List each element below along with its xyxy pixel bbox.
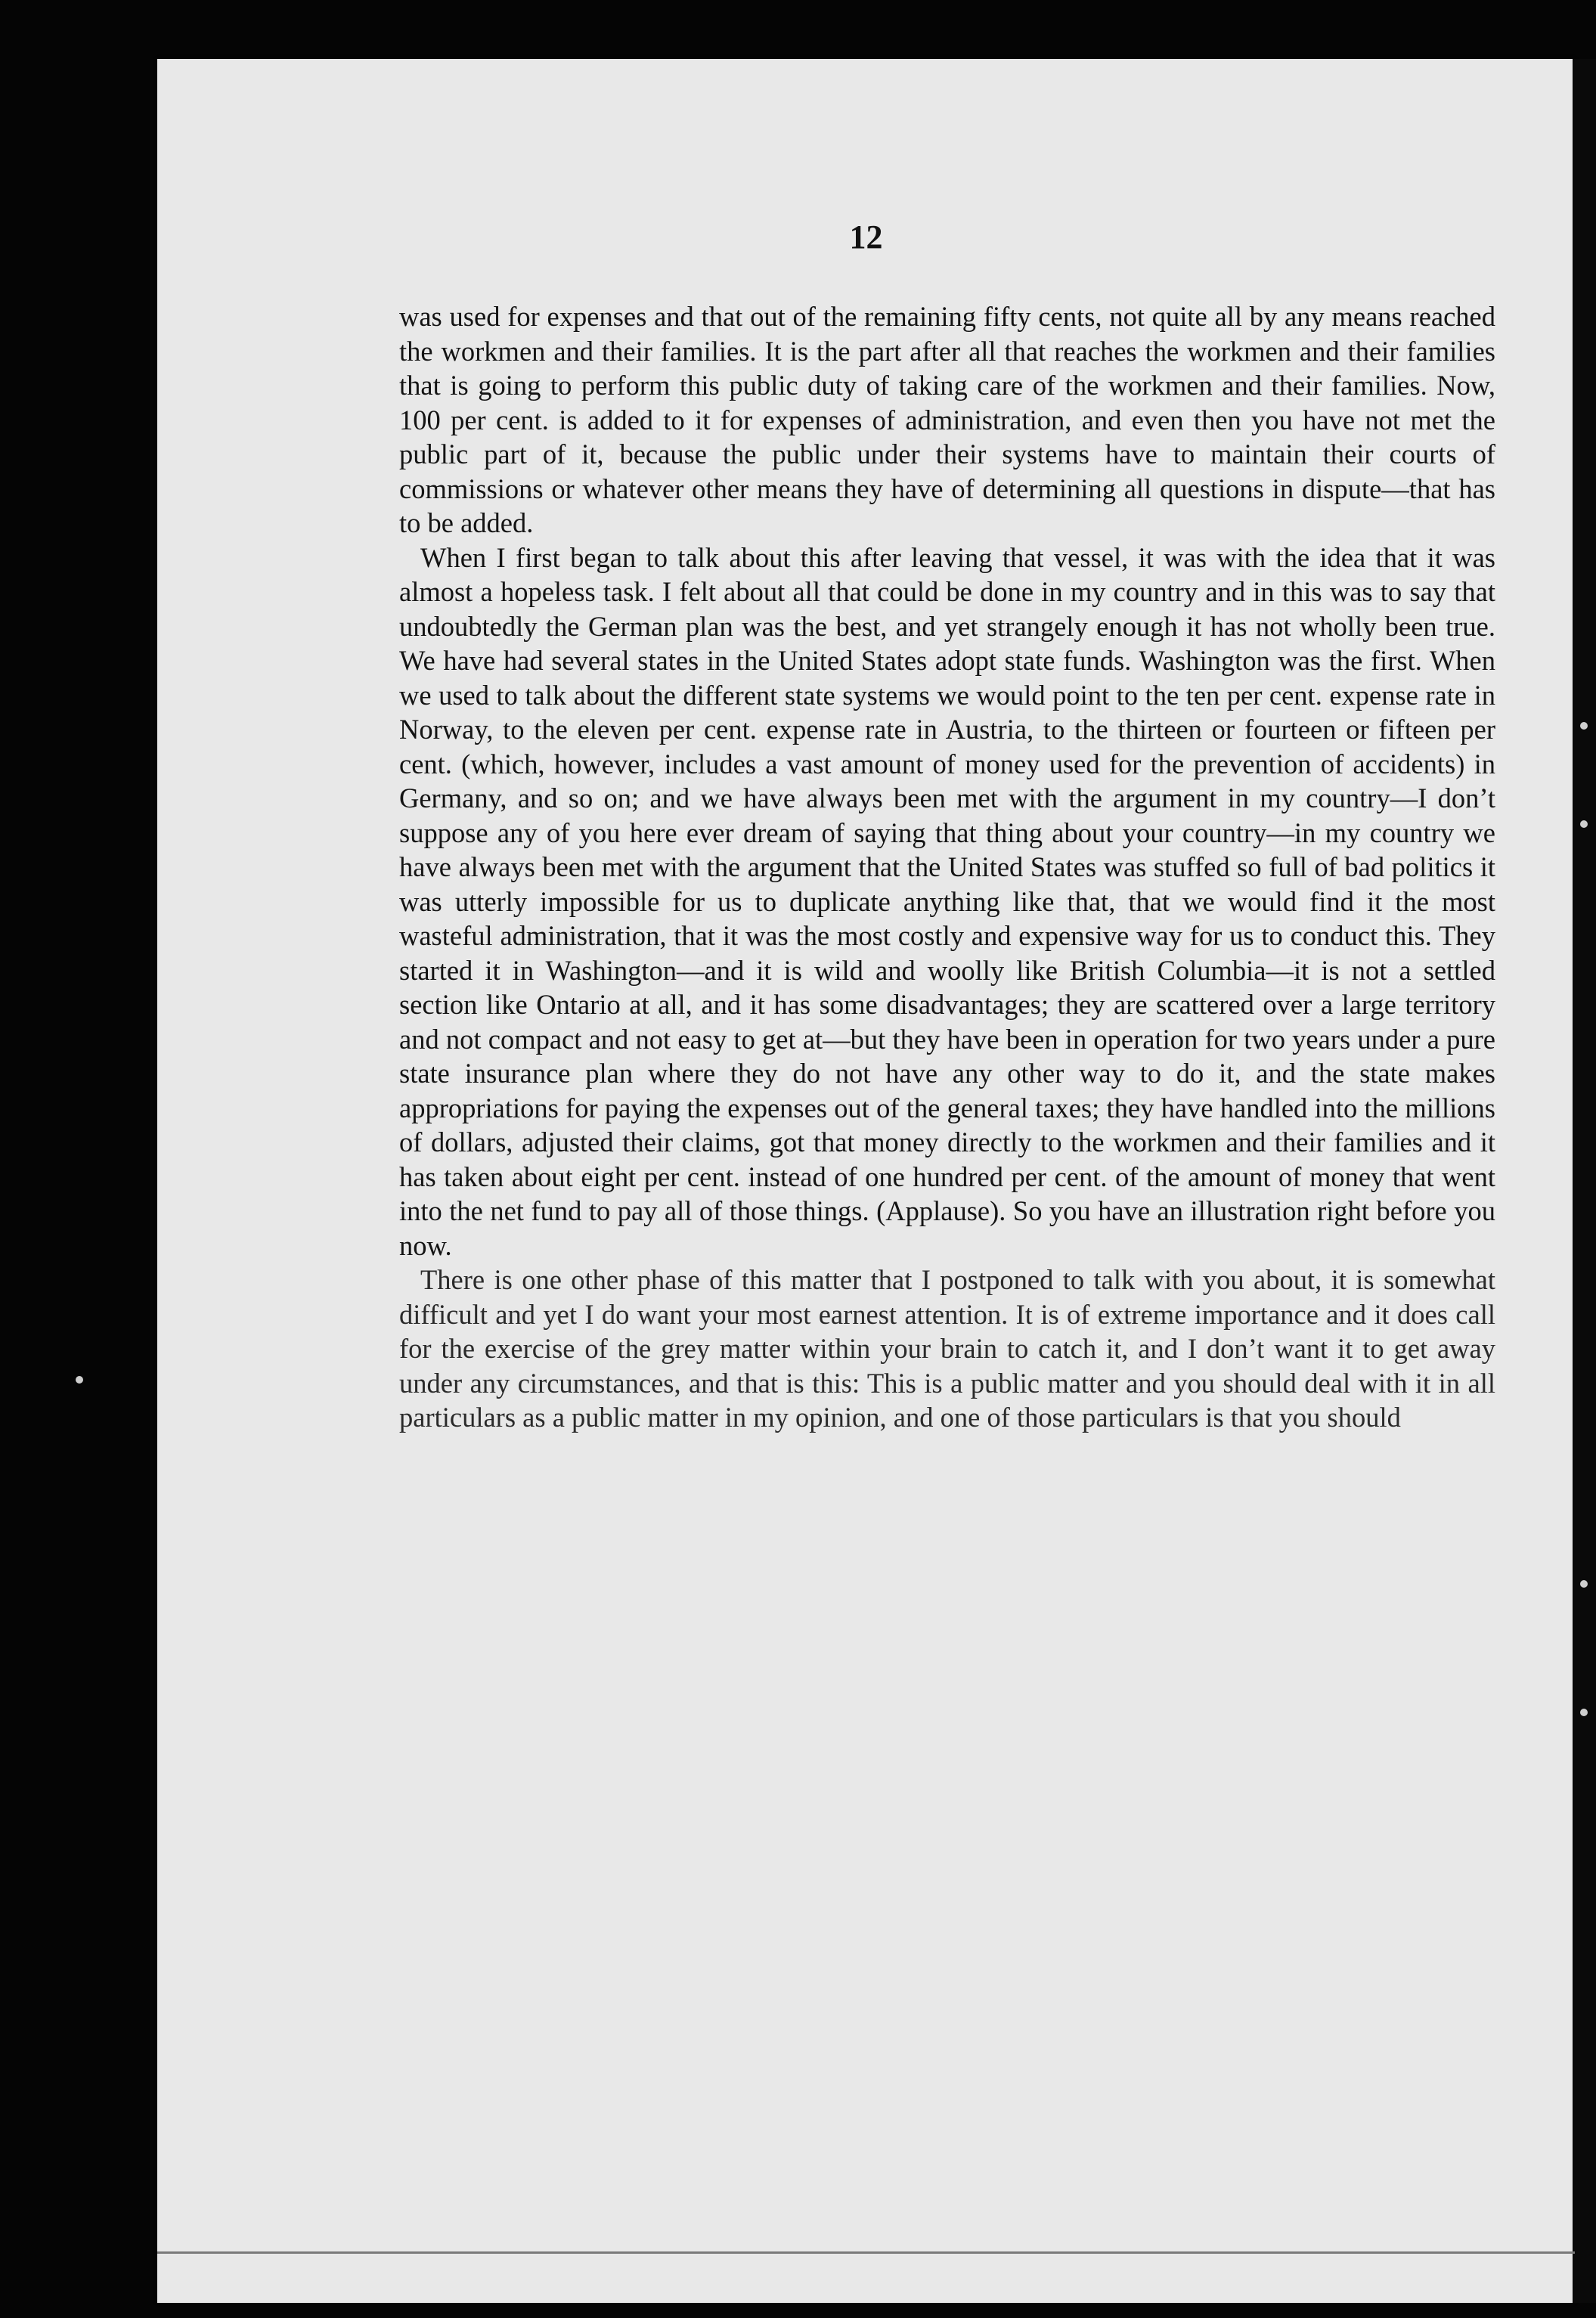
page-edge-shadow (1573, 59, 1596, 2303)
page-bottom-edge (157, 2251, 1575, 2254)
margin-speck (1580, 722, 1588, 730)
paragraph-washington: When I first began to talk about this after leaving that vessel, it was with the idea that it was almost a hopeless task. I felt about all that could be done in my country and in this was to say that undoubtedly the German plan was the best, and yet strangely enough it has not wholly been true. We have had several states in the United States adopt state funds. Washington was the first. When we used to talk about the different state systems we would point to the ten per cent. expense rate in Norway, to the eleven per cent. expense rate in Austria, to the thirteen or fourteen or fifteen per cent. (which, however, includes a vast amount of money used for the prevention of accidents) in Germany, and so on; and we have always been met with the argument in my country—I don’t suppose any of you here ever dream of saying that thing about your country—in my country we have always been met with the argument that the United States was stuffed so full of bad politics it was utterly impossible for us to duplicate anything like that, that we would find it the most wasteful administration, that it was the most costly and expensive way for us to conduct this. They started it in Washington—and it is wild and woolly like British Columbia—it is not a settled section like Ontario at all, and it has some disadvantages; they are scattered over a large territory and not compact and not easy to get at—but they have been in operation for two years under a pure state insurance plan where they do not have any other way to do it, and the state makes appropriations for paying the expenses out of the general taxes; they have handled into the millions of dollars, adjusted their claims, got that money directly to the workmen and their families and it has taken about eight per cent. instead of one hundred per cent. of the amount of money that went into the net fund to pay all of those things. (Applause). So you have an illustration right before you now. (399, 541, 1495, 1261)
paragraph-continued: was used for expenses and that out of the remaining fifty cents, not quite all by any means reached the workmen and their families. It is the part after all that reaches the workmen and their families that is going to perform this public duty of taking care of the workmen and their families. Now, 100 per cent. is added to it for expenses of administration, and even then you have not met the public part of it, because the public under their systems have to maintain their courts of commissions or whatever other means they have of determining all questions in dispute—that has to be added. (399, 301, 1495, 538)
margin-speck (1580, 820, 1588, 828)
paper-page (157, 59, 1575, 2303)
paragraph-public-matter: There is one other phase of this matter that I postponed to talk with you about, it is somewhat difficult and yet I do want your most earnest attention. It is of extreme importance and it does call for the exercise of the grey matter within your brain to catch it, and I don’t want it to get away under any circumstances, and that is this: This is a public matter and you should deal with it in all particulars as a public matter in my opinion, and one of those particulars is that you should (399, 1264, 1495, 1433)
body-text (399, 299, 1495, 1435)
margin-speck (76, 1376, 83, 1384)
margin-speck (1580, 1709, 1588, 1716)
margin-speck (1580, 1580, 1588, 1588)
page-number: 12 (849, 218, 883, 256)
